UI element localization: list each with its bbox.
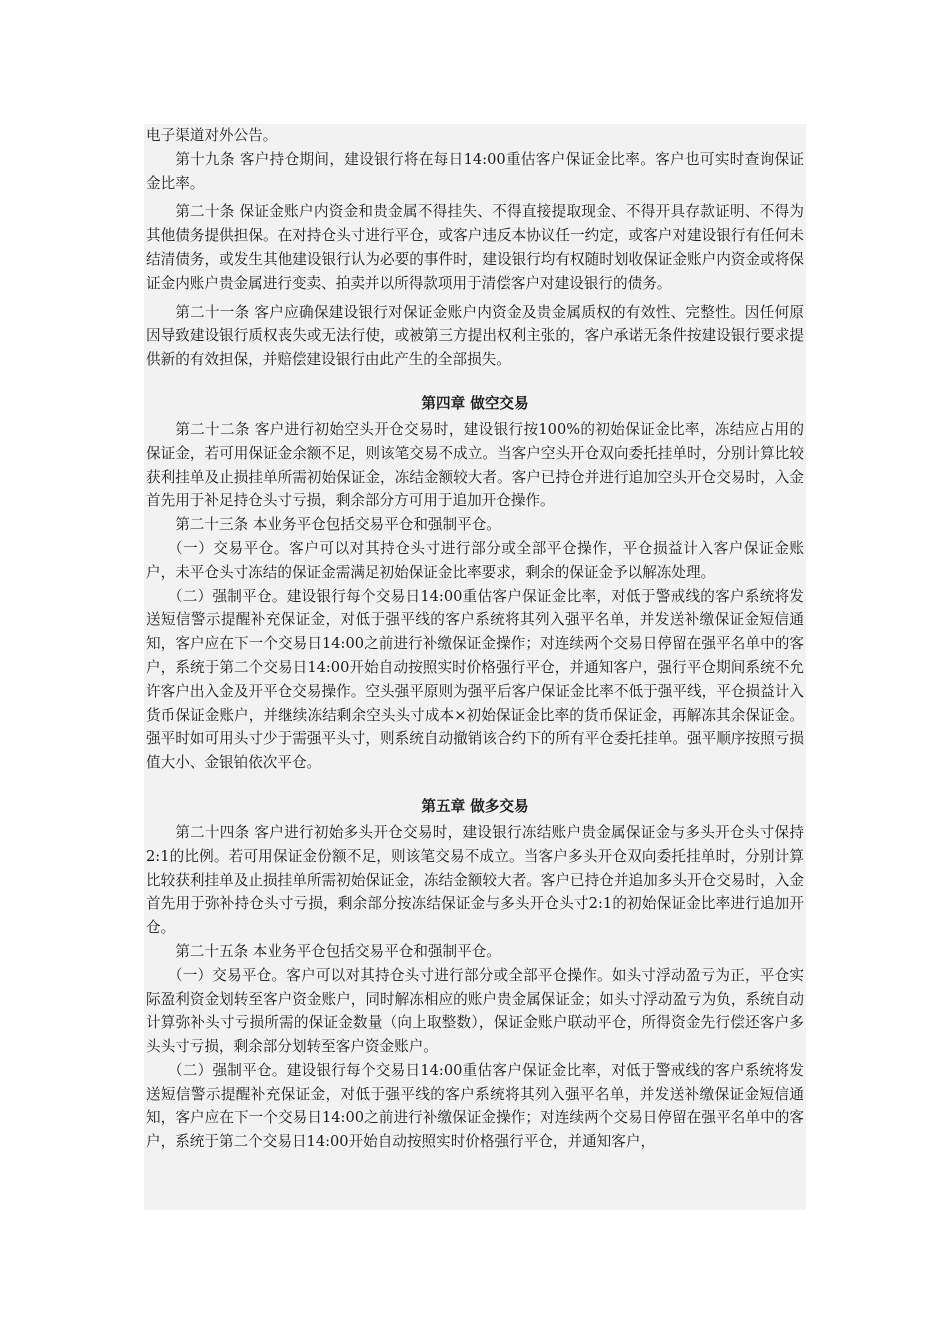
chapter-5-title: 第五章 做多交易 xyxy=(421,797,529,815)
chapter-4-title: 第四章 做空交易 xyxy=(421,394,529,412)
article-23-item-1: （一）交易平仓。客户可以对其持仓头寸进行部分或全部平仓操作，平仓损益计入客户保证金账户，未平仓头寸冻结的保证金需满足初始保证金比率要求，剩余的保证金予以解冻处理。 xyxy=(146,539,804,581)
article-23: 第二十三条 本业务平仓包括交易平仓和强制平仓。 xyxy=(175,516,501,534)
article-25: 第二十五条 本业务平仓包括交易平仓和强制平仓。 xyxy=(175,942,501,960)
article-19: 第十九条 客户持仓期间，建设银行将在每日14:00重估客户保证金比率。客户也可实时查询保证金比率。 xyxy=(146,150,804,192)
article-24: 第二十四条 客户进行初始多头开仓交易时，建设银行冻结账户贵金属保证金与多头开仓头寸保持2:1的比例。若可用保证金份额不足，则该笔交易不成立。当客户多头开仓双向委托挂单时，分别计算比较获利挂单及止损挂单所需初始保证金，冻结金额较大者。客户已持仓并追加多头开仓交易时，入金首先用于弥补持仓头寸亏损，剩余部分按冻结保证金与多头开仓头寸2:1的初始保证金比率进行追加开仓。 xyxy=(146,823,804,937)
article-25-item-1: （一）交易平仓。客户可以对其持仓头寸进行部分或全部平仓操作。如头寸浮动盈亏为正，平仓实际盈利资金划转至客户资金账户，同时解冻相应的账户贵金属保证金；如头寸浮动盈亏为负，系统自动计算弥补头寸亏损所需的保证金数量（向上取整数），保证金账户联动平仓，所得资金先行偿还客户多头头寸亏损，剩余部分划转至客户资金账户。 xyxy=(146,966,804,1056)
article-21: 第二十一条 客户应确保建设银行对保证金账户内资金及贵金属质权的有效性、完整性。因任何原因导致建设银行质权丧失或无法行使，或被第三方提出权利主张的，客户承诺无条件按建设银行要求提供新的有效担保，并赔偿建设银行由此产生的全部损失。 xyxy=(146,303,804,369)
article-20: 第二十条 保证金账户内资金和贵金属不得挂失、不得直接提取现金、不得开具存款证明、不得为其他债务提供担保。在对持仓头寸进行平仓，或客户违反本协议任一约定，或客户对建设银行有任何未结清债务，或发生其他建设银行认为必要的事件时，建设银行均有权随时划收保证金账户内资金或将保证金内账户贵金属进行变卖、拍卖并以所得款项用于清偿客户对建设银行的债务。 xyxy=(146,203,804,292)
article-23-item-2: （二）强制平仓。建设银行每个交易日14:00重估客户保证金比率，对低于警戒线的客户系统将发送短信警示提醒补充保证金，对低于强平线的客户系统将其列入强平名单，并发送补缴保证金短信通知，客户应在下一个交易日14:00之前进行补缴保证金操作；对连续两个交易日停留在强平名单中的客户，系统于第二个交易日14:00开始自动按照实时价格强行平仓，并通知客户，强行平仓期间系统不允许客户出入金及开平仓交易操作。空头强平原则为强平后客户保证金比率不低于强平线，平仓损益计入货币保证金账户，并继续冻结剩余空头头寸成本×初始保证金比率的货币保证金，再解冻其余保证金。强平时如可用头寸少于需强平头寸，则系统自动撤销该合约下的所有平仓委托挂单。强平顺序按照亏损值大小、金银铂依次平仓。 xyxy=(146,587,804,772)
article-22: 第二十二条 客户进行初始空头开仓交易时，建设银行按100%的初始保证金比率，冻结应占用的保证金，若可用保证金余额不足，则该笔交易不成立。当客户空头开仓双向委托挂单时，分别计算比较获利挂单及止损挂单所需初始保证金，冻结金额较大者。客户已持仓并进行追加空头开仓交易时，入金首先用于补足持仓头寸亏损，剩余部分方可用于追加开仓操作。 xyxy=(146,420,804,510)
lead-paragraph: 电子渠道对外公告。 xyxy=(146,127,278,144)
document-page xyxy=(144,124,806,1210)
article-25-item-2: （二）强制平仓。建设银行每个交易日14:00重估客户保证金比率，对低于警戒线的客户系统将发送短信警示提醒补充保证金，对低于强平线的客户系统将其列入强平名单，并发送补缴保证金短信通知，客户应在下一个交易日14:00之前进行补缴保证金操作；对连续两个交易日停留在强平名单中的客户，系统于第二个交易日14:00开始自动按照实时价格强行平仓，并通知客户， xyxy=(146,1061,804,1151)
